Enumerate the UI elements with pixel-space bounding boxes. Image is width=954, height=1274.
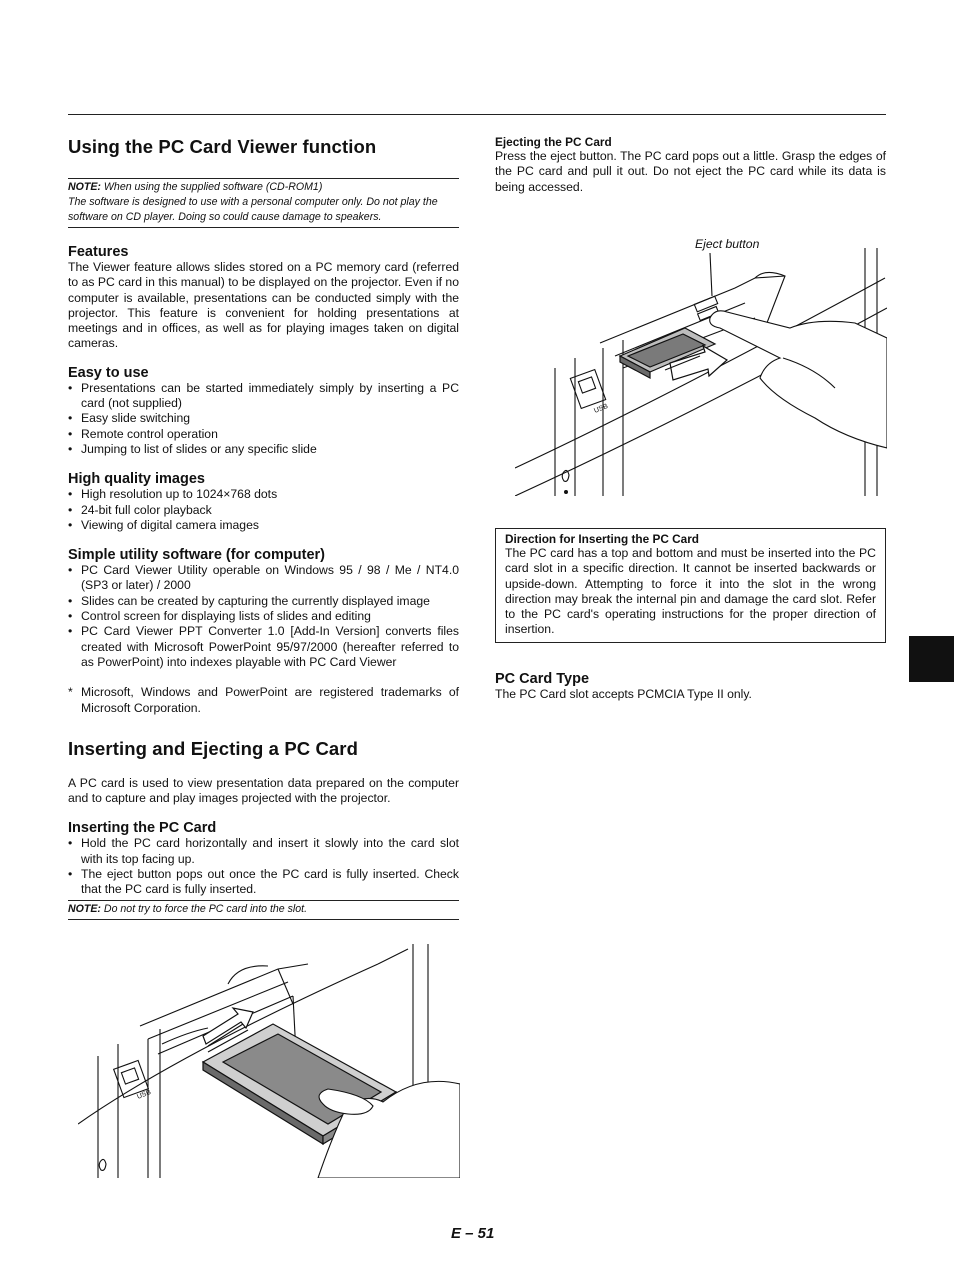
eject-body: Press the eject button. The PC card pops out a little. Grasp the edges of the PC card and pull it out. Do not eject the PC card while its data is being accessed. [495, 149, 886, 194]
eject-button-callout: Eject button [695, 237, 760, 251]
usb-label: USB [136, 1088, 153, 1101]
insert-note [68, 900, 459, 920]
trademark-note [68, 685, 459, 716]
list-item [68, 381, 459, 412]
right-lower [495, 528, 886, 702]
list-item-text: Remote control operation [81, 426, 218, 441]
list-item-text: 24-bit full color playback [81, 502, 212, 517]
left-column [68, 128, 459, 920]
note-label: NOTE: [68, 181, 101, 193]
list-item-text: The eject button pops out once the PC card is fully inserted. Check that the PC card is fully inserted. [81, 867, 459, 897]
list-item [68, 442, 459, 457]
bullet: • [68, 426, 73, 441]
inserting-intro: A PC card is used to view presentation data prepared on the computer and to capture and play images projected with the projector. [68, 775, 459, 806]
utility-list [68, 563, 459, 670]
asterisk: * [68, 685, 73, 700]
list-item [68, 518, 459, 533]
note-label: NOTE: [68, 902, 101, 915]
features-heading: Features [68, 244, 129, 260]
section-tab-marker [909, 636, 954, 682]
note-text: Do not try to force the PC card into the slot. [103, 902, 308, 915]
bullet: • [68, 836, 73, 851]
bullet: • [68, 411, 73, 426]
list-item-text: PC Card Viewer Utility operable on Windows 95 / 98 / Me / NT4.0 (SP3 or later) / 2000 [81, 563, 459, 593]
header-rule [68, 114, 886, 115]
list-item [68, 867, 459, 898]
inserting-list [68, 836, 459, 897]
cardtype-heading: PC Card Type [495, 670, 590, 687]
inserting-heading: Inserting the PC Card [68, 820, 217, 837]
list-item-text: Easy slide switching [81, 411, 191, 426]
note-text-2: The software is designed to use with a personal computer only. Do not play the software on CD player. Doing so could cause damage to speakers. [68, 196, 438, 223]
list-item-text: Slides can be created by capturing the currently displayed image [81, 593, 430, 608]
section-title-pc-card-viewer: Using the PC Card Viewer function [68, 136, 377, 157]
bullet: • [68, 517, 73, 532]
utility-heading: Simple utility software (for computer) [68, 547, 325, 564]
list-item [68, 594, 459, 609]
list-item-text: Control screen for displaying lists of slides and editing [81, 609, 371, 624]
list-item [68, 411, 459, 426]
page-number: E – 51 [451, 1225, 495, 1242]
quality-list [68, 487, 459, 533]
list-item [68, 503, 459, 518]
bullet: • [68, 487, 73, 502]
bullet: • [68, 380, 73, 395]
eject-heading: Ejecting the PC Card [495, 135, 612, 149]
note-text-1: When using the supplied software (CD-ROM1) [103, 181, 323, 193]
right-column [495, 128, 886, 195]
direction-heading: Direction for Inserting the PC Card [505, 532, 700, 546]
easy-list [68, 381, 459, 457]
list-item-text: Jumping to list of slides or any specific slide [81, 441, 317, 456]
list-item-text: High resolution up to 1024×768 dots [81, 487, 278, 502]
features-body: The Viewer feature allows slides stored on a PC memory card (referred to as PC card in this manual) to be displayed on the projector. Even if no computer is available, presentations can be conducted simply with the projector. This feature is convenient for holding presentations at meetings and in offices, as well as for playing images taken on digital cameras. [68, 260, 459, 351]
trademark-text: Microsoft, Windows and PowerPoint are registered trademarks of Microsoft Corporation. [81, 685, 459, 715]
insert-card-illustration [78, 944, 460, 1178]
bullet: • [68, 624, 73, 639]
list-item [68, 563, 459, 594]
note-line-1 [68, 180, 459, 195]
bullet: • [68, 441, 73, 456]
list-item [68, 624, 459, 670]
eject-card-illustration [515, 248, 887, 496]
list-item [68, 487, 459, 502]
list-item-text: Hold the PC card horizontally and insert it slowly into the card slot with its top facing up. [81, 836, 459, 866]
quality-heading: High quality images [68, 471, 205, 488]
list-item [68, 609, 459, 624]
bullet: • [68, 502, 73, 517]
bullet: • [68, 563, 73, 578]
bullet: • [68, 609, 73, 624]
software-note [68, 178, 459, 228]
list-item-text: PC Card Viewer PPT Converter 1.0 [Add-In Version] converts files created with Microsoft PowerPoint 95/97/2000 (hereafter referred to as PowerPoint) into indexes playable with PC Card Viewer [81, 624, 459, 669]
easy-heading: Easy to use [68, 364, 149, 381]
list-item [68, 836, 459, 867]
direction-box [495, 528, 886, 643]
bullet: • [68, 867, 73, 882]
usb-label: USB [593, 402, 610, 415]
list-item-text: Presentations can be started immediately simply by inserting a PC card (not supplied) [81, 380, 459, 411]
cardtype-body: The PC Card slot accepts PCMCIA Type II only. [495, 686, 752, 701]
bullet: • [68, 593, 73, 608]
list-item [68, 427, 459, 442]
list-item-text: Viewing of digital camera images [81, 517, 259, 532]
section-title-inserting-ejecting: Inserting and Ejecting a PC Card [68, 737, 359, 759]
direction-body: The PC card has a top and bottom and must be inserted into the PC card slot in a specific direction. It cannot be inserted backwards or upside-down. Attempting to force it into the slot in the wrong direction may break the internal pin and damage the card slot. Refer to the PC card's operating instructions for the proper direction of insertion. [505, 546, 876, 637]
